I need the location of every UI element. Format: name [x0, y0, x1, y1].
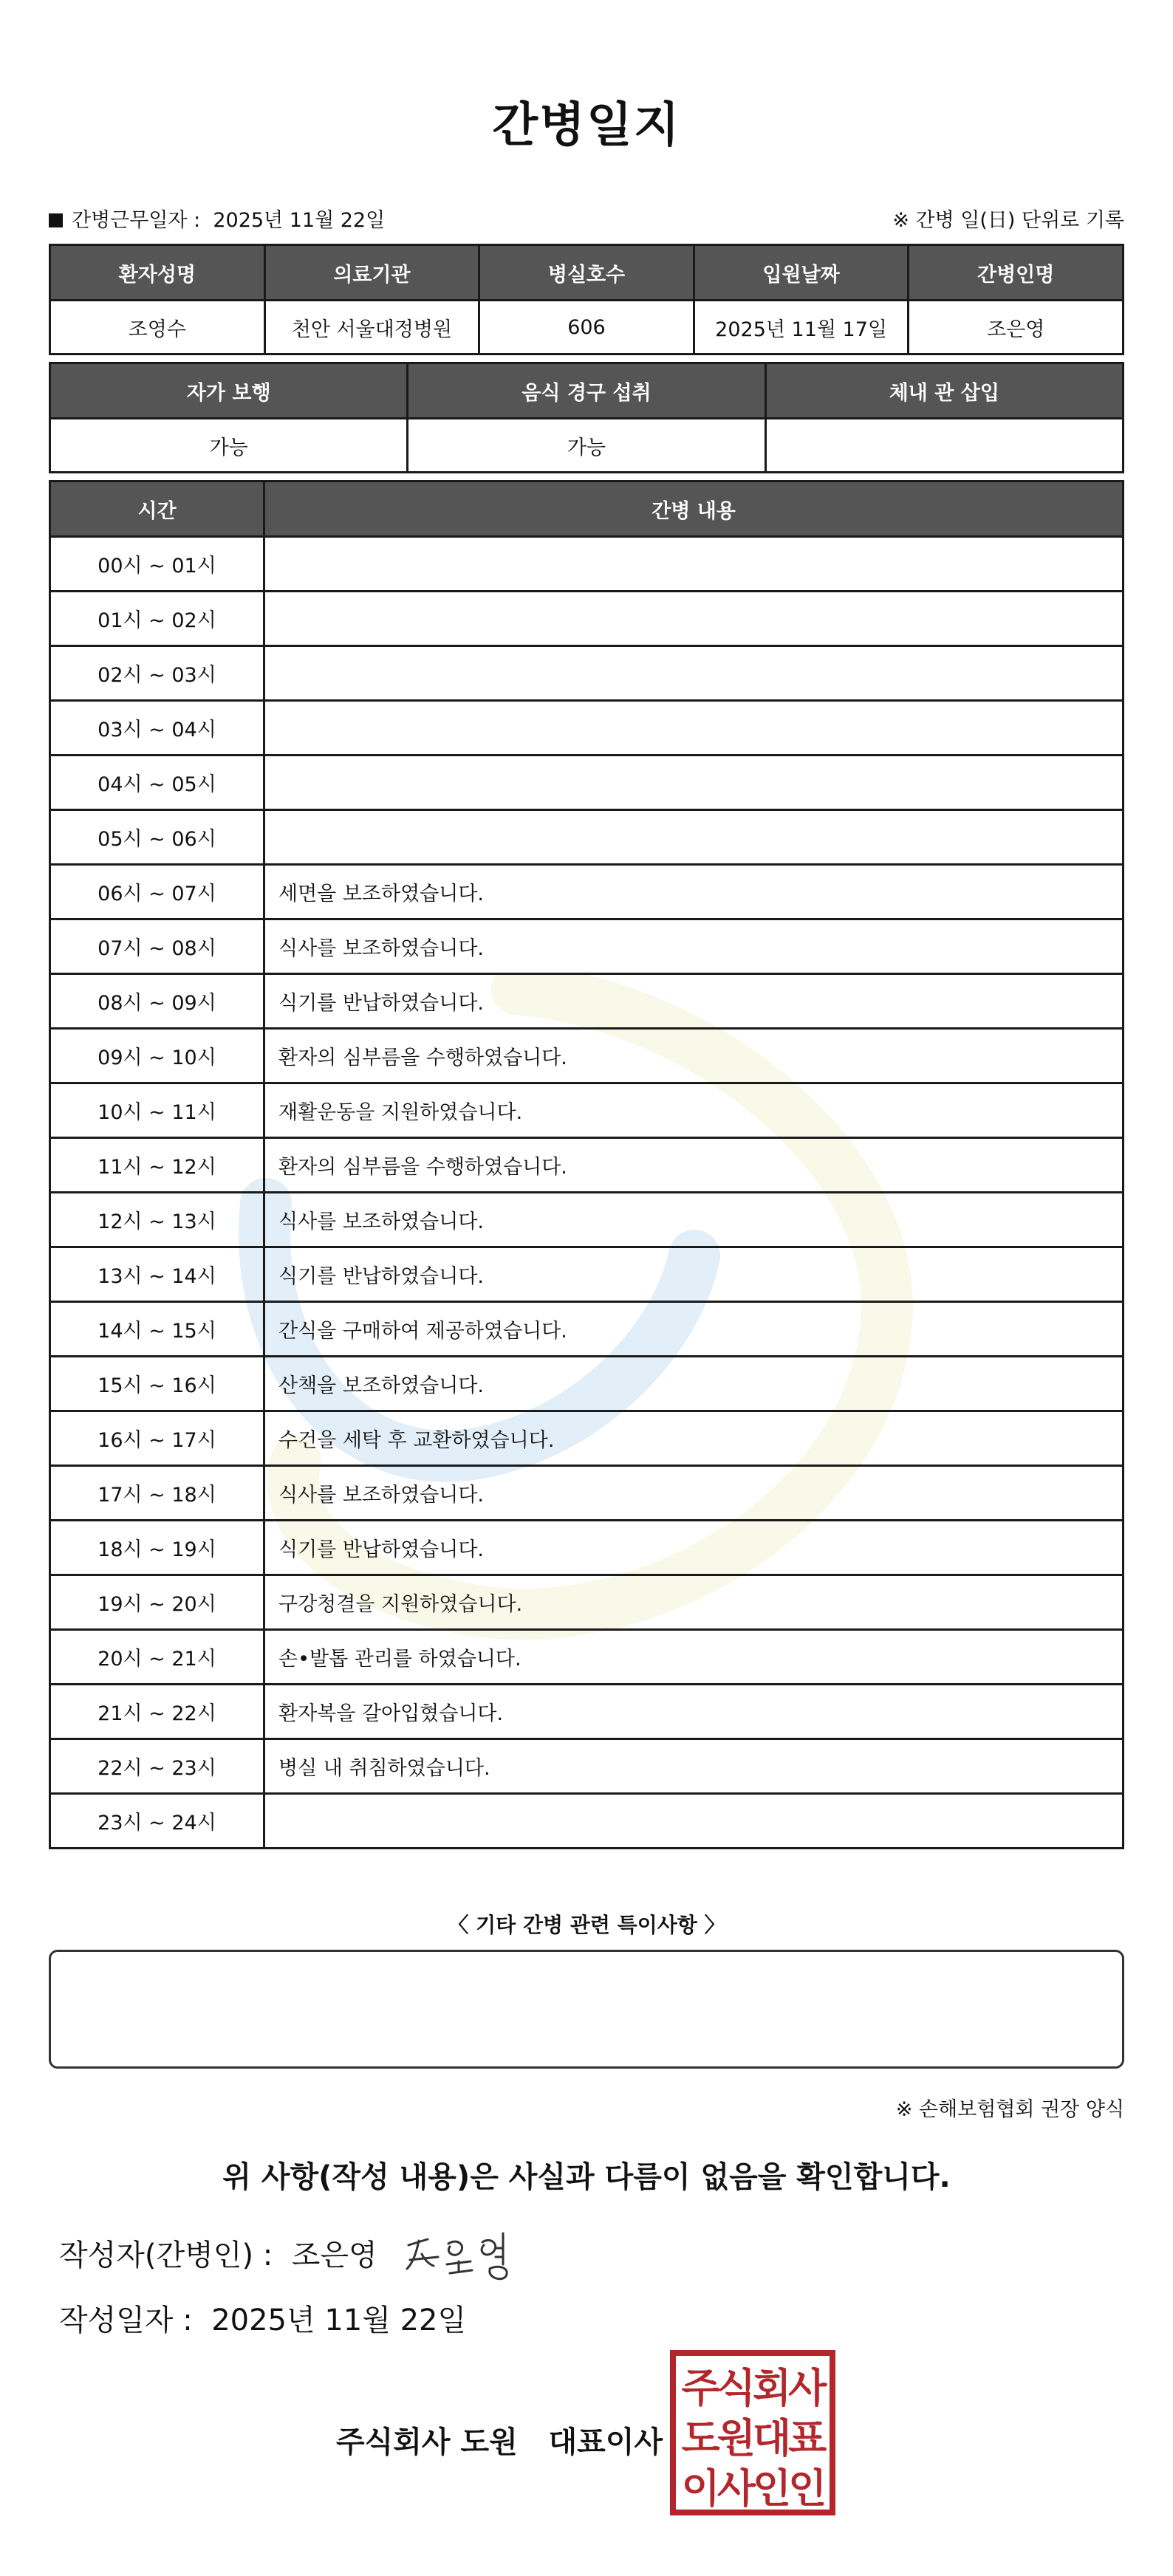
capacity-header-oral-intake: 음식 경구 섭취	[408, 363, 765, 419]
table-row	[50, 1685, 1124, 1739]
log-content: 세면을 보조하였습니다.	[264, 865, 1124, 919]
table-row	[50, 1794, 1124, 1849]
log-content: 수건을 세탁 후 교환하였습니다.	[264, 1411, 1124, 1466]
log-content: 식기를 반납하였습니다.	[264, 974, 1124, 1029]
log-time: 17시 ~ 18시	[50, 1466, 264, 1521]
table-row	[50, 1739, 1124, 1794]
table-row	[50, 1083, 1124, 1138]
table-row	[50, 1247, 1124, 1302]
other-notes-heading: 〈 기타 간병 관련 특이사항 〉	[448, 1913, 725, 1937]
patient-header-caregiver: 간병인명	[909, 245, 1124, 301]
log-content: 식사를 보조하였습니다.	[264, 1466, 1124, 1521]
table-row	[50, 1575, 1124, 1630]
care-log-table	[49, 480, 1124, 1849]
patient-header-admission-date: 입원날짜	[694, 245, 909, 301]
log-content: 식사를 보조하였습니다.	[264, 919, 1124, 974]
log-time: 04시 ~ 05시	[50, 756, 264, 810]
confirmation-statement: 위 사항(작성 내용)은 사실과 다름이 없음을 확인합니다.	[222, 2160, 951, 2194]
patient-header-hospital: 의료기관	[264, 245, 479, 301]
capacity-oral-intake: 가능	[408, 419, 765, 473]
log-content: 손•발톱 관리를 하였습니다.	[264, 1630, 1124, 1685]
log-time: 09시 ~ 10시	[50, 1029, 264, 1083]
company-line	[336, 2419, 663, 2461]
patient-header-room: 병실호수	[479, 245, 694, 301]
table-row	[50, 537, 1124, 592]
log-time: 00시 ~ 01시	[50, 537, 264, 592]
written-date-line	[59, 2297, 466, 2339]
company-seal-stamp	[668, 2349, 837, 2517]
company-name: 주식회사 도원	[336, 2425, 518, 2459]
written-date-label: 작성일자 :	[59, 2303, 193, 2337]
log-content: 재활운동을 지원하였습니다.	[264, 1083, 1124, 1138]
log-content: 환자의 심부름을 수행하였습니다.	[264, 1138, 1124, 1193]
form-source-note: ※ 손해보험협회 권장 양식	[895, 2098, 1124, 2121]
log-content	[264, 701, 1124, 756]
log-content: 산책을 보조하였습니다.	[264, 1357, 1124, 1411]
log-time: 20시 ~ 21시	[50, 1630, 264, 1685]
table-row	[50, 1521, 1124, 1575]
log-time: 22시 ~ 23시	[50, 1739, 264, 1794]
patient-admission-date: 2025년 11월 17일	[694, 301, 909, 354]
log-time: 07시 ~ 08시	[50, 919, 264, 974]
patient-caregiver: 조은영	[909, 301, 1124, 354]
log-content	[264, 1794, 1124, 1849]
capacity-walking: 가능	[50, 419, 408, 473]
svg-text:이사인인: 이사인인	[681, 2465, 824, 2512]
log-content: 식사를 보조하였습니다.	[264, 1193, 1124, 1247]
log-time: 02시 ~ 03시	[50, 646, 264, 701]
table-row	[50, 865, 1124, 919]
other-notes-box	[49, 1950, 1124, 2069]
table-row	[50, 919, 1124, 974]
capacity-table	[49, 362, 1124, 473]
log-time: 21시 ~ 22시	[50, 1685, 264, 1739]
table-row	[50, 1466, 1124, 1521]
writer-line	[59, 2232, 377, 2274]
table-row	[50, 1411, 1124, 1466]
patient-name: 조영수	[50, 301, 265, 354]
log-time: 23시 ~ 24시	[50, 1794, 264, 1849]
work-date-value: 2025년 11월 22일	[213, 209, 386, 232]
table-row	[50, 701, 1124, 756]
patient-info-table	[49, 244, 1124, 355]
patient-header-name: 환자성명	[50, 245, 265, 301]
log-time: 15시 ~ 16시	[50, 1357, 264, 1411]
log-header-time: 시간	[50, 482, 264, 537]
log-content	[264, 756, 1124, 810]
capacity-header-walking: 자가 보행	[50, 363, 408, 419]
log-time: 01시 ~ 02시	[50, 592, 264, 646]
log-content: 환자의 심부름을 수행하였습니다.	[264, 1029, 1124, 1083]
log-content: 구강청결을 지원하였습니다.	[264, 1575, 1124, 1630]
log-content	[264, 646, 1124, 701]
log-time: 08시 ~ 09시	[50, 974, 264, 1029]
table-row	[50, 1138, 1124, 1193]
capacity-tube	[765, 419, 1123, 473]
log-time: 10시 ~ 11시	[50, 1083, 264, 1138]
writer-label: 작성자(간병인) :	[59, 2238, 273, 2272]
log-time: 13시 ~ 14시	[50, 1247, 264, 1302]
log-content: 간식을 구매하여 제공하였습니다.	[264, 1302, 1124, 1357]
log-content: 환자복을 갈아입혔습니다.	[264, 1685, 1124, 1739]
table-row	[50, 1029, 1124, 1083]
log-time: 16시 ~ 17시	[50, 1411, 264, 1466]
work-date-label: 간병근무일자 :	[72, 209, 201, 232]
patient-hospital: 천안 서울대정병원	[264, 301, 479, 354]
table-row	[50, 756, 1124, 810]
log-time: 03시 ~ 04시	[50, 701, 264, 756]
black-square-icon	[49, 213, 63, 227]
record-note: ※ 간병 일(日) 단위로 기록	[892, 209, 1124, 232]
svg-text:도원대표: 도원대표	[681, 2415, 824, 2462]
page-title: 간병일지	[492, 98, 681, 153]
log-time: 12시 ~ 13시	[50, 1193, 264, 1247]
company-role: 대표이사	[548, 2425, 663, 2459]
log-content	[264, 537, 1124, 592]
log-content: 식기를 반납하였습니다.	[264, 1521, 1124, 1575]
table-row	[50, 592, 1124, 646]
log-content: 병실 내 취침하였습니다.	[264, 1739, 1124, 1794]
log-time: 11시 ~ 12시	[50, 1138, 264, 1193]
handwritten-signature	[403, 2223, 528, 2282]
capacity-header-tube: 체내 관 삽입	[765, 363, 1123, 419]
table-row	[50, 810, 1124, 865]
work-date-line	[49, 204, 385, 233]
table-row	[50, 1630, 1124, 1685]
log-time: 19시 ~ 20시	[50, 1575, 264, 1630]
table-row	[50, 1302, 1124, 1357]
log-time: 06시 ~ 07시	[50, 865, 264, 919]
log-time: 14시 ~ 15시	[50, 1302, 264, 1357]
log-time: 05시 ~ 06시	[50, 810, 264, 865]
log-content	[264, 810, 1124, 865]
log-header-content: 간병 내용	[264, 482, 1124, 537]
table-row	[50, 646, 1124, 701]
table-row	[50, 1357, 1124, 1411]
table-row	[50, 974, 1124, 1029]
svg-text:주식회사: 주식회사	[681, 2365, 824, 2411]
writer-name: 조은영	[291, 2238, 377, 2272]
patient-room: 606	[479, 301, 694, 354]
log-time: 18시 ~ 19시	[50, 1521, 264, 1575]
table-row	[50, 1193, 1124, 1247]
log-content: 식기를 반납하였습니다.	[264, 1247, 1124, 1302]
written-date-value: 2025년 11월 22일	[211, 2303, 467, 2337]
log-content	[264, 592, 1124, 646]
